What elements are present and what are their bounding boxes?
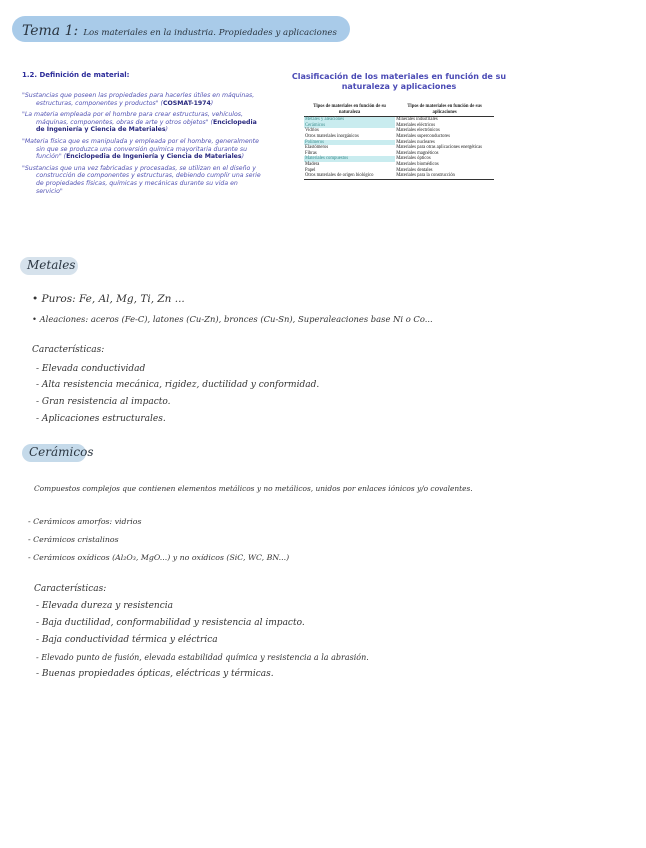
ceramicos-tipo-3: - Cerámicos oxídicos (Al₂O₃, MgO...) y no oxídicos (SiC, WC, BN...) — [28, 553, 290, 562]
ceramicos-tipo-2: - Cerámicos cristalinos — [28, 535, 119, 544]
ceramicos-definicion: Compuestos complejos que contienen elementos metálicos y no metálicos, unidos por enlaces iónicos y/o covalentes. — [34, 484, 473, 493]
table-row — [304, 173, 494, 179]
table-cell: Materiales compuestos — [304, 156, 395, 162]
definition-quotes — [22, 92, 262, 199]
table-cell: Minerales industriales — [396, 117, 438, 123]
metales-caracteristica-4: - Aplicaciones estructurales. — [36, 414, 166, 424]
table-cell: Metales y aleaciones — [304, 117, 395, 123]
metales-caracteristica-3: - Gran resistencia al impacto. — [36, 397, 171, 407]
metales-caracteristicas-label: Características: — [32, 345, 105, 355]
table-cell: Materiales superconductores — [396, 133, 450, 139]
table-cell: Materiales para la construcción — [395, 173, 494, 179]
table-header: Tipos de materiales en función de sus aplicaciones — [395, 104, 494, 117]
quote-2: "La materia empleada por el hombre para crear estructuras, vehículos, máquinas, componentes, obras de arte y otros objetos" (Enciclopedia de Ingeniería y Ciencia de Materiales) — [22, 111, 257, 134]
table-cell: Materiales dentales — [396, 167, 433, 173]
ceramicos-caracteristica-1: - Elevada dureza y resistencia — [36, 601, 173, 611]
definition-heading: 1.2. Definición de material: — [22, 71, 130, 79]
ceramicos-heading: Cerámicos — [22, 444, 86, 462]
table-cell: Materiales biomédicos — [396, 161, 439, 167]
table-cell: Cerámicos — [304, 123, 395, 129]
ceramicos-caracteristica-4: - Elevado punto de fusión, elevada estabilidad química y resistencia a la abrasión. — [36, 653, 369, 662]
quote-4: "Sustancias que una vez fabricadas y procesadas, se utilizan en el diseño y construcción de componentes y estructuras, debiendo cumplir una serie de propiedades físicas, químicas y mecánicas durante su vida en servicio" — [22, 164, 261, 195]
metales-puros: • Puros: Fe, Al, Mg, Ti, Zn ... — [32, 293, 185, 305]
table-cell: Materiales eléctricos — [396, 122, 436, 128]
table-cell: Papel — [305, 167, 316, 173]
quote-3: "Materia física que es manipulada y empleada por el hombre, generalmente sin que se produzca una conversión química mayoritaria durante su función" (Enciclopedia de Ingeniería y Ciencia de Materiales) — [22, 137, 259, 161]
table-cell: Fibras — [305, 150, 317, 156]
ceramicos-caracteristica-3: - Baja conductividad térmica y eléctrica — [36, 635, 218, 645]
ceramicos-caracteristica-5: - Buenas propiedades ópticas, eléctricas y térmicas. — [36, 669, 274, 679]
table-header-row — [304, 104, 494, 117]
metales-aleaciones: • Aleaciones: aceros (Fe-C), latones (Cu-Zn), bronces (Cu-Sn), Superaleaciones base Ni o Co... — [32, 314, 433, 324]
metales-heading: Metales — [20, 257, 78, 275]
table-header: Tipos de materiales en función de su naturaleza — [304, 104, 395, 117]
ceramicos-caracteristica-2: - Baja ductilidad, conformabilidad y resistencia al impacto. — [36, 618, 305, 628]
title-main: Tema 1: — [22, 23, 79, 39]
title-banner — [12, 16, 350, 42]
table-cell: Materiales nucleares — [396, 139, 435, 145]
table-cell: Elastómeros — [305, 145, 329, 151]
table-cell: Polímeros — [304, 140, 395, 146]
table-cell: Madera — [305, 161, 320, 167]
table-cell: Otros materiales de origen biológico — [304, 173, 395, 179]
table-cell: Vidrios — [305, 128, 319, 134]
title-sub: Los materiales en la industria. Propiedades y aplicaciones — [83, 28, 337, 38]
table-cell: Otros materiales inorgánicos — [305, 133, 359, 139]
ceramicos-tipo-1: - Cerámicos amorfos: vidrios — [28, 517, 142, 526]
metales-caracteristica-1: - Elevada conductividad — [36, 364, 146, 374]
table-cell: Materiales electrónicos — [396, 128, 440, 134]
table-cell: Materiales ópticos — [396, 156, 431, 162]
table-cell: Materiales para otras aplicaciones energéticas — [396, 145, 482, 151]
quote-1: "Sustancias que poseen las propiedades para hacerles útiles en máquinas, estructuras, componentes y productos" (COSMAT-1974) — [22, 92, 255, 107]
metales-caracteristica-2: - Alta resistencia mecánica, rigidez, ductilidad y conformidad. — [36, 380, 320, 390]
ceramicos-caracteristicas-label: Características: — [34, 584, 107, 594]
classification-title: Clasificación de los materiales en función de su naturaleza y aplicaciones — [291, 72, 507, 91]
classification-table — [304, 104, 494, 180]
table-cell: Materiales magnéticos — [396, 150, 439, 156]
